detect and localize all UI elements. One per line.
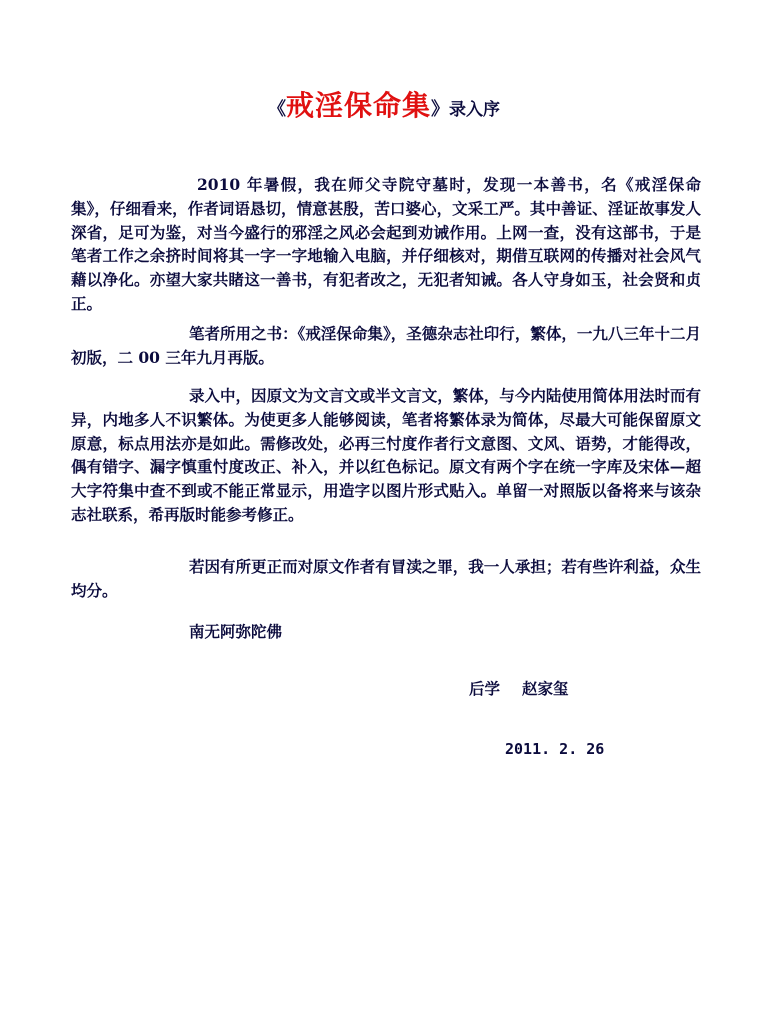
author-prefix: 后学 [469, 679, 501, 698]
book-title: 戒淫保命集 [285, 89, 431, 122]
paragraph-1: 2010 年暑假，我在师父寺院守墓时，发现一本善书，名《戒淫保命集》，仔细看来，作者词语恳切，情意甚殷，苦口婆心，文采工严。其中善证、淫证故事发人深省，足可为鉴，对当今盛行的邪淫之风必会起到劝诫作用。上网一查，没有这部书，于是笔者工作之余挤时间将其一字一字地输入电脑，并仔细核对，期借互联网的传播对社会风气藉以净化。亦望大家共睹这一善书，有犯者改之，无犯者知诫。各人守身如玉，社会贤和贞正。 [71, 175, 701, 313]
paragraph-4: 若因有所更正而对原文作者有冒渎之罪，我一人承担；若有些许利益，众生均分。 [71, 557, 701, 600]
title-open-quote: 《 [267, 99, 286, 120]
closing-invocation: 南无阿弥陀佛 [189, 622, 283, 641]
paragraph-2: 笔者所用之书：《戒淫保命集》，圣德杂志社印行，繁体，一九八三年十二月初版，二 00 三年九月再版。 [71, 324, 701, 367]
document-title [0, 84, 768, 124]
author-name: 赵家玺 [522, 679, 569, 698]
author-signature [469, 677, 569, 699]
title-close-quote: 》 [431, 99, 449, 120]
document-date: 2011. 2. 26 [505, 740, 605, 758]
paragraph-3: 录入中，因原文为文言文或半文言文，繁体，与今内陆使用简体用法时而有异，内地多人不识繁体。为使更多人能够阅读，笔者将繁体录为简体，尽最大可能保留原文原意，标点用法亦是如此。需修改处，必再三忖度作者行文意图、文风、语势，才能得改，偶有错字、漏字慎重忖度改正、补入，并以红色标记。原文有两个字在统一字库及宋体—超大字符集中查不到或不能正常显示，用造字以图片形式贴入。单留一对照版以备将来与该杂志社联系，希再版时能参考修正。 [71, 386, 701, 524]
title-suffix: 录入序 [449, 100, 500, 120]
